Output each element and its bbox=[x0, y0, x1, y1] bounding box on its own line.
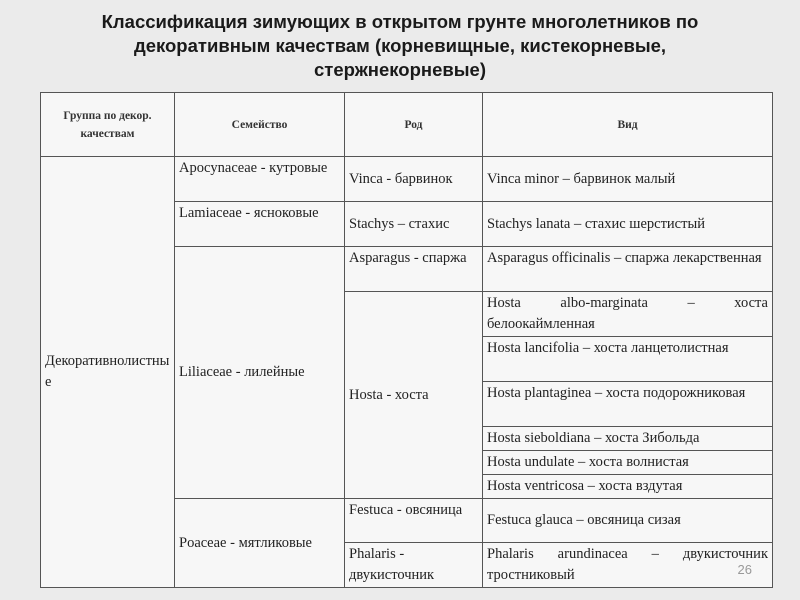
slide-number: 26 bbox=[737, 562, 752, 577]
title-line-1: Классификация зимующих в открытом грунте многолетников по bbox=[101, 11, 699, 32]
header-group: Группа по декор. качествам bbox=[41, 93, 175, 157]
genus-cell: Asparagus - спаржа bbox=[345, 247, 483, 292]
species-cell: Hosta sieboldiana – хоста Зибольда bbox=[483, 427, 773, 451]
title-line-2: декоративным качествам (корневищные, кистекорневые, bbox=[133, 35, 667, 56]
species-cell: Hosta ventricosa – хоста вздутая bbox=[483, 475, 773, 499]
species-cell: Hosta plantaginea – хоста подорожниковая bbox=[483, 382, 773, 427]
genus-cell: Festuca - овсяница bbox=[345, 499, 483, 543]
species-cell: Hosta undulate – хоста волнистая bbox=[483, 451, 773, 475]
species-cell: Vinca minor – барвинок малый bbox=[483, 157, 773, 202]
classification-table bbox=[40, 92, 773, 588]
species-cell: Hosta albo-marginata – хоста белоокаймленная bbox=[483, 292, 773, 337]
header-genus: Род bbox=[345, 93, 483, 157]
species-cell: Hosta lancifolia – хоста ланцетолистная bbox=[483, 337, 773, 382]
table-row bbox=[41, 157, 773, 202]
family-cell: Apocynaceae - кутровые bbox=[175, 157, 345, 202]
genus-cell: Vinca - барвинок bbox=[345, 157, 483, 202]
family-cell: Poaceae - мятликовые bbox=[175, 499, 345, 588]
slide-title bbox=[40, 10, 760, 82]
species-cell: Festuca glauca – овсяница сизая bbox=[483, 499, 773, 543]
header-family: Семейство bbox=[175, 93, 345, 157]
family-cell: Liliaceae - лилейные bbox=[175, 247, 345, 499]
species-cell: Asparagus officinalis – спаржа лекарственная bbox=[483, 247, 773, 292]
genus-cell: Stachys – стахис bbox=[345, 202, 483, 247]
genus-cell: Hosta - хоста bbox=[345, 292, 483, 499]
family-cell: Lamiaceae - ясноковые bbox=[175, 202, 345, 247]
species-cell: Phalaris arundinacea – двукисточник тростниковый bbox=[483, 543, 773, 588]
title-line-3: стержнекорневые) bbox=[314, 59, 486, 80]
header-species: Вид bbox=[483, 93, 773, 157]
genus-cell: Phalaris - двукисточник bbox=[345, 543, 483, 588]
species-cell: Stachys lanata – стахис шерстистый bbox=[483, 202, 773, 247]
header-row bbox=[41, 93, 773, 157]
group-cell: Декоративнолистные bbox=[41, 157, 175, 588]
